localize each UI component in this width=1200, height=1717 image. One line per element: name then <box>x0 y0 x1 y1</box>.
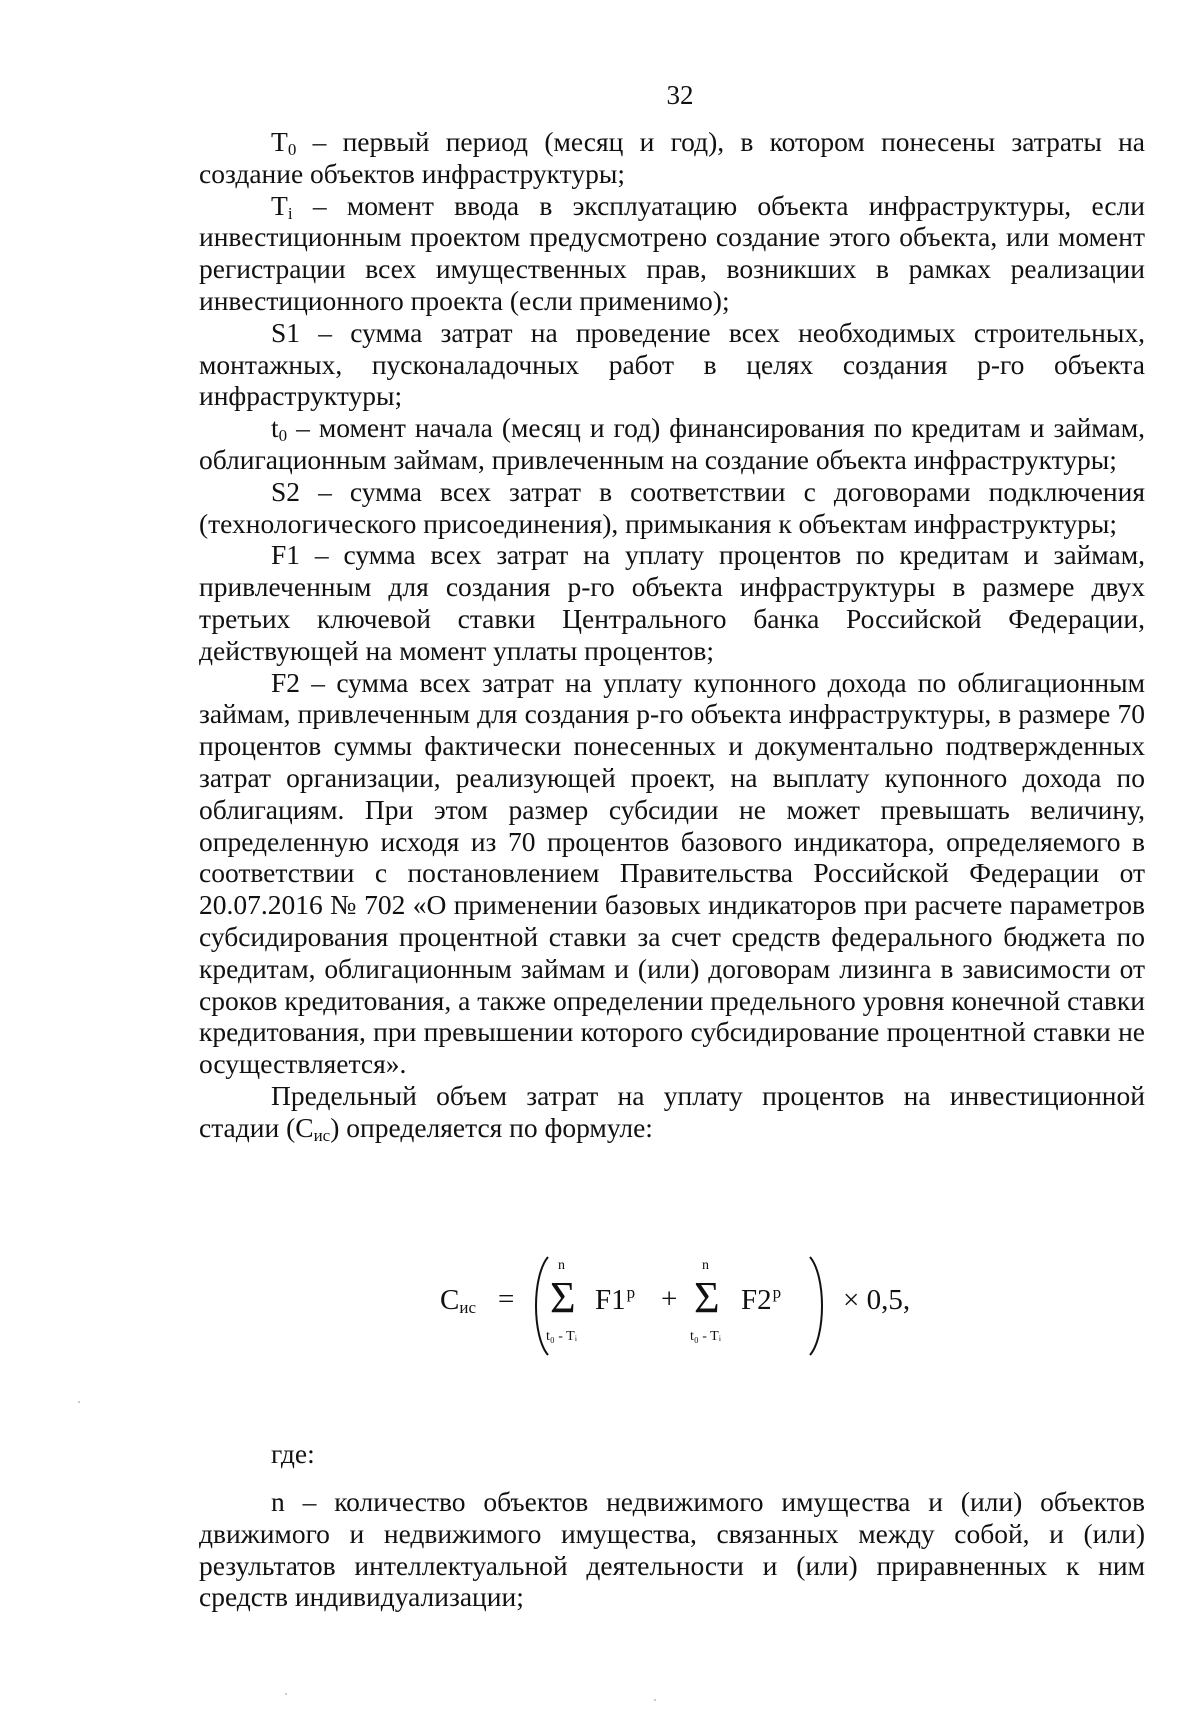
formula-multiplier: × 0,5, <box>843 1284 911 1316</box>
formula-term1: F1$^p$ <box>595 1283 636 1316</box>
definition-text: – момент ввода в эксплуатацию объекта инфраструктуры, если инвестиционным проектом предусмотрено создание этого объекта, или момент регистрации всех имущественных прав, возникших в рамках реализации инвестиционного проекта (если применимо); <box>199 189 1145 316</box>
sum2-lower-limit: t₀ - Tᵢ <box>690 1329 722 1344</box>
intro-text: Предельный объем затрат на уплату процентов на инвестиционной стадии (C <box>199 1079 1145 1143</box>
symbol-subscript: 0 <box>287 140 297 159</box>
where-label-block <box>199 1438 1145 1470</box>
definition-s2 <box>199 476 1145 540</box>
symbol: F1 <box>271 539 301 571</box>
symbol: S1 <box>271 316 301 348</box>
definition-text: – момент начала (месяц и год) финансирования по кредитам и займам, облигационным займам, привлеченным на создание объекта инфраструктуры; <box>199 412 1145 475</box>
definition-t0 <box>199 126 1145 190</box>
formula-equals: = <box>498 1283 515 1315</box>
symbol: T <box>271 126 288 157</box>
symbol: S2 <box>271 475 301 507</box>
sum2-upper-limit: n <box>702 1258 709 1273</box>
definitions-block <box>199 126 1145 1144</box>
scan-speck <box>78 1401 80 1403</box>
symbol-subscript: i <box>287 203 293 223</box>
sum2-sigma: Σ <box>694 1273 720 1322</box>
definition-ti <box>199 190 1145 317</box>
definition-f1 <box>199 539 1145 666</box>
definition-s1 <box>199 317 1145 412</box>
symbol: t <box>271 412 279 444</box>
where-label: где: <box>271 1438 315 1469</box>
scan-speck <box>285 1693 287 1695</box>
definition-text: – сумма всех затрат в соответствии с договорами подключения (технологического присоединения), примыкания к объектам инфраструктуры; <box>199 475 1145 539</box>
formula-term2: F2$^p$ <box>741 1283 782 1316</box>
definition-text: – сумма всех затрат на уплату процентов по кредитам и займам, привлеченным для создания p-го объекта инфраструктуры в размере двух третьих ключевой ставки Центрального банка Российской Федерации, действующей на момент уплаты процентов; <box>199 539 1145 666</box>
symbol: F2 <box>271 666 301 698</box>
definition-text: – первый период (месяц и год), в котором понесены затраты на создание объектов инфраструктуры; <box>199 126 1145 189</box>
formula-lhs: $C_{ис}$ <box>440 1284 476 1317</box>
sum1-lower-limit: t₀ - Tᵢ <box>546 1329 578 1344</box>
scan-speck <box>654 1699 656 1701</box>
sum1-sigma: Σ <box>550 1273 576 1322</box>
formula-intro <box>199 1080 1145 1144</box>
definition-text: – количество объектов недвижимого имущества и (или) объектов движимого и недвижимого имущества, связанных между собой, и (или) результатов интеллектуальной деятельности и (или) приравненных к ним средств индивидуализации; <box>199 1486 1145 1613</box>
page-number: 32 <box>666 80 694 110</box>
n-definition-block <box>199 1486 1145 1613</box>
definition-n <box>199 1486 1145 1613</box>
right-parenthesis <box>806 1254 830 1358</box>
sum1-upper-limit: n <box>558 1258 565 1273</box>
symbol: n <box>271 1486 285 1517</box>
definition-t0-lower <box>199 412 1145 476</box>
intro-subscript: ис <box>313 1125 331 1145</box>
symbol-subscript: 0 <box>278 426 288 446</box>
definition-text: – сумма затрат на проведение всех необходимых строительных, монтажных, пусконаладочных работ в целях создания p-го объекта инфраструктуры; <box>199 316 1145 412</box>
definition-f2 <box>199 667 1145 1080</box>
intro-text-after: ) определяется по формуле: <box>330 1111 653 1143</box>
symbol: T <box>271 189 288 221</box>
formula-plus: + <box>661 1283 678 1315</box>
formula <box>440 1250 1000 1360</box>
definition-text: – сумма всех затрат на уплату купонного дохода по облигационным займам, привлеченным для создания p-го объекта инфраструктуры, в размере 70 процентов суммы фактически понесенных и документально подтвержденных затрат организации, реализующей проект, на выплату купонного дохода по облигациям. При этом размер субсидии не может превышать величину, определенную исходя из 70 процентов базового индикатора, определяемого в соответствии с постановлением Правительства Российской Федерации от 20.07.2016 № 702 «О применении базовых индикаторов при расчете параметров субсидирования процентной ставки за счет средств федерального бюджета по кредитам, облигационным займам и (или) договорам лизинга в зависимости от сроков кредитования, а также определении предельного уровня конечной ставки кредитования, при превышении которого субсидирование процентной ставки не осуществляется». <box>199 666 1145 1080</box>
